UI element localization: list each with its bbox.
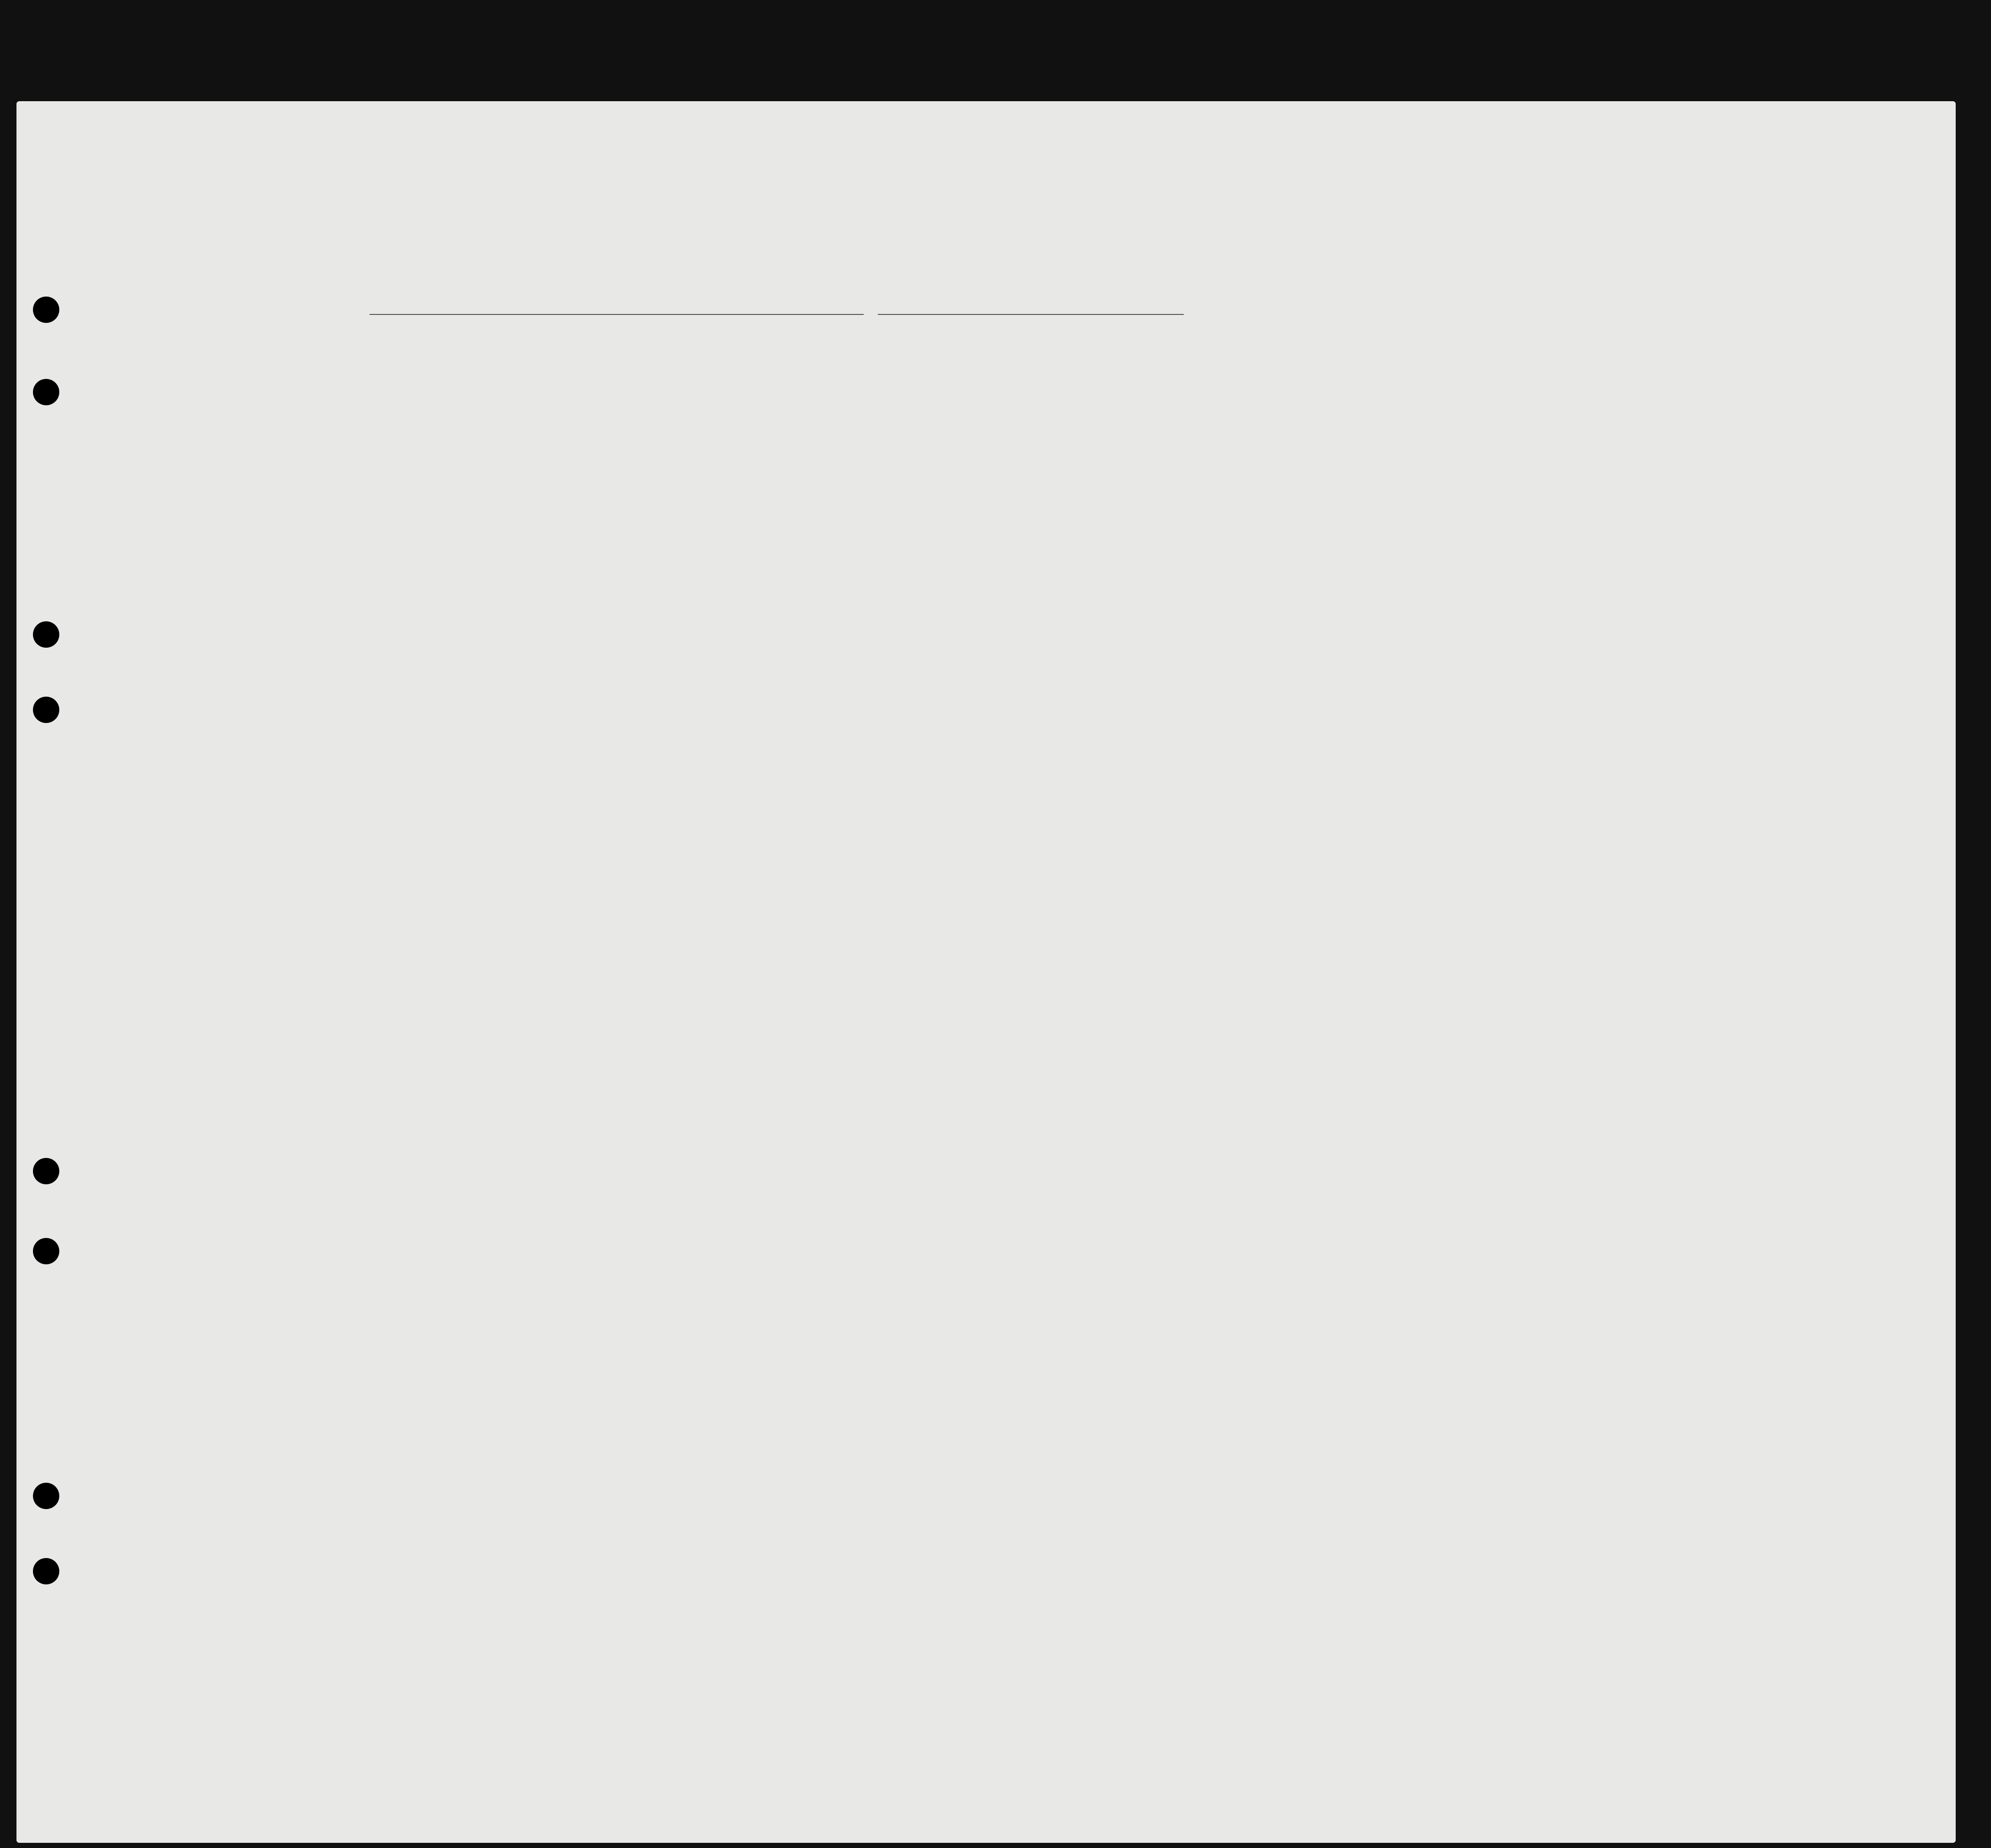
binder-hole — [33, 1558, 59, 1584]
table-grid — [16, 101, 1956, 1843]
binder-hole — [33, 297, 59, 323]
binder-hole — [33, 697, 59, 723]
binder-hole — [33, 1238, 59, 1264]
document-page — [16, 101, 1956, 1843]
binder-hole — [33, 621, 59, 648]
binder-hole — [33, 379, 59, 405]
binder-hole — [33, 1483, 59, 1509]
binder-hole — [33, 1158, 59, 1184]
